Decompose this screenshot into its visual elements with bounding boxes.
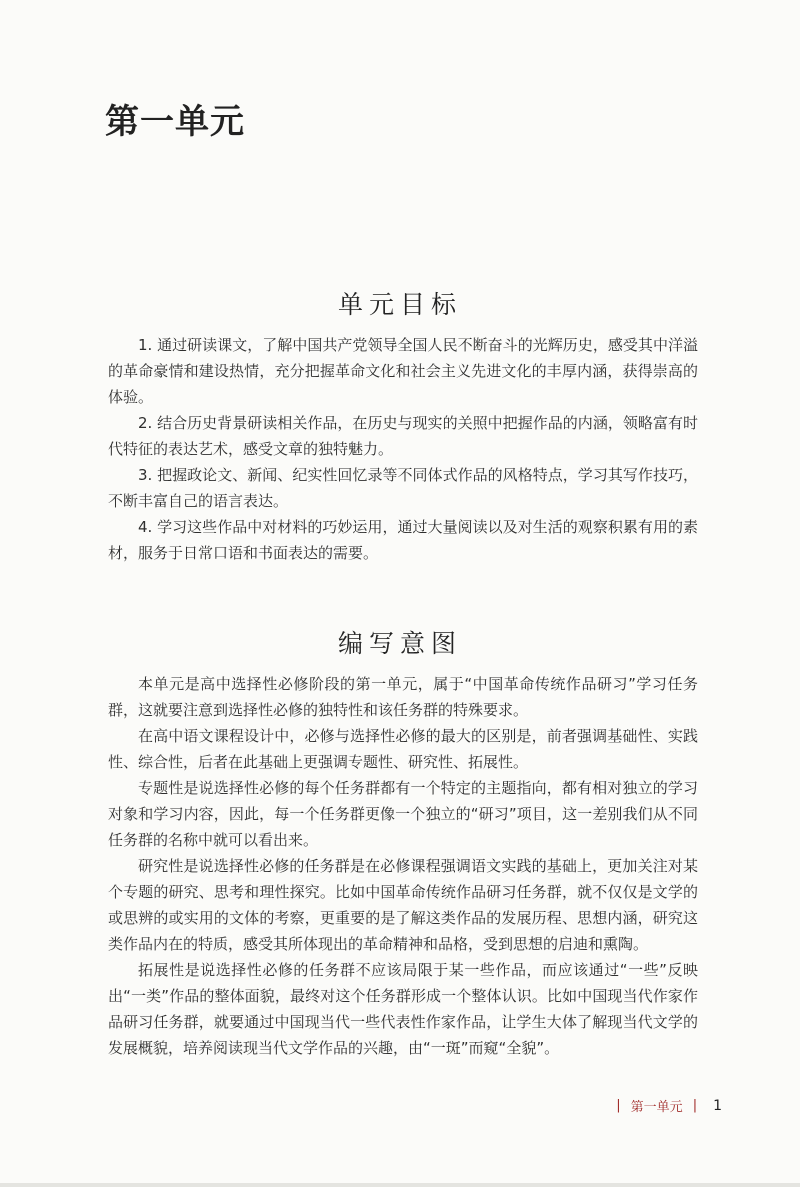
unit-title: 第一单元	[105, 102, 245, 142]
goal-item: 3. 把握政论文、新闻、纪实性回忆录等不同体式作品的风格特点，学习其写作技巧，不断丰富自己的语言表达。	[108, 466, 698, 510]
page-footer	[616, 1096, 722, 1115]
footer-unit-label: 第一单元	[630, 1100, 683, 1115]
intent-paragraph: 在高中语文课程设计中，必修与选择性必修的最大的区别是，前者强调基础性、实践性、综合性，后者在此基础上更强调专题性、研究性、拓展性。	[108, 727, 698, 771]
intent-paragraph: 专题性是说选择性必修的每个任务群都有一个特定的主题指向，都有相对独立的学习对象和学习内容，因此，每一个任务群更像一个独立的“研习”项目，这一差别我们从不同任务群的名称中就可以看出来。	[108, 779, 698, 849]
goals-list	[108, 332, 698, 566]
footer-separator: |	[692, 1098, 698, 1113]
goal-item: 1. 通过研读课文，了解中国共产党领导全国人民不断奋斗的光辉历史，感受其中洋溢的革命豪情和建设热情，充分把握革命文化和社会主义先进文化的丰厚内涵，获得崇高的体验。	[108, 336, 698, 406]
intent-paragraph: 拓展性是说选择性必修的任务群不应该局限于某一些作品，而应该通过“一些”反映出“一类”作品的整体面貌，最终对这个任务群形成一个整体认识。比如中国现当代作家作品研习任务群，就要通过中国现当代一些代表性作家作品，让学生大体了解现当代文学的发展概貌，培养阅读现当代文学作品的兴趣，由“一斑”而窥“全貌”。	[108, 961, 698, 1057]
footer-separator: |	[616, 1098, 621, 1113]
intent-paragraph: 研究性是说选择性必修的任务群是在必修课程强调语文实践的基础上，更加关注对某个专题的研究、思考和理性探究。比如中国革命传统作品研习任务群，就不仅仅是文学的或思辨的或实用的文体的考察，更重要的是了解这类作品的发展历程、思想内涵，研究这类作品内在的特质，感受其所体现出的革命精神和品格，受到思想的启迪和熏陶。	[108, 857, 698, 953]
goal-item: 4. 学习这些作品中对材料的巧妙运用，通过大量阅读以及对生活的观察积累有用的素材，服务于日常口语和书面表达的需要。	[108, 518, 698, 562]
page-number: 1	[713, 1097, 722, 1114]
goal-item: 2. 结合历史背景研读相关作品，在历史与现实的关照中把握作品的内涵，领略富有时代特征的表达艺术，感受文章的独特魅力。	[108, 414, 698, 458]
page-bottom-edge	[0, 1183, 800, 1187]
intent-body	[108, 671, 698, 1061]
intent-section-title: 编写意图	[337, 629, 462, 658]
goals-section-title: 单元目标	[337, 290, 462, 319]
intent-paragraph: 本单元是高中选择性必修阶段的第一单元，属于“中国革命传统作品研习”学习任务群，这就要注意到选择性必修的独特性和该任务群的特殊要求。	[108, 675, 698, 719]
